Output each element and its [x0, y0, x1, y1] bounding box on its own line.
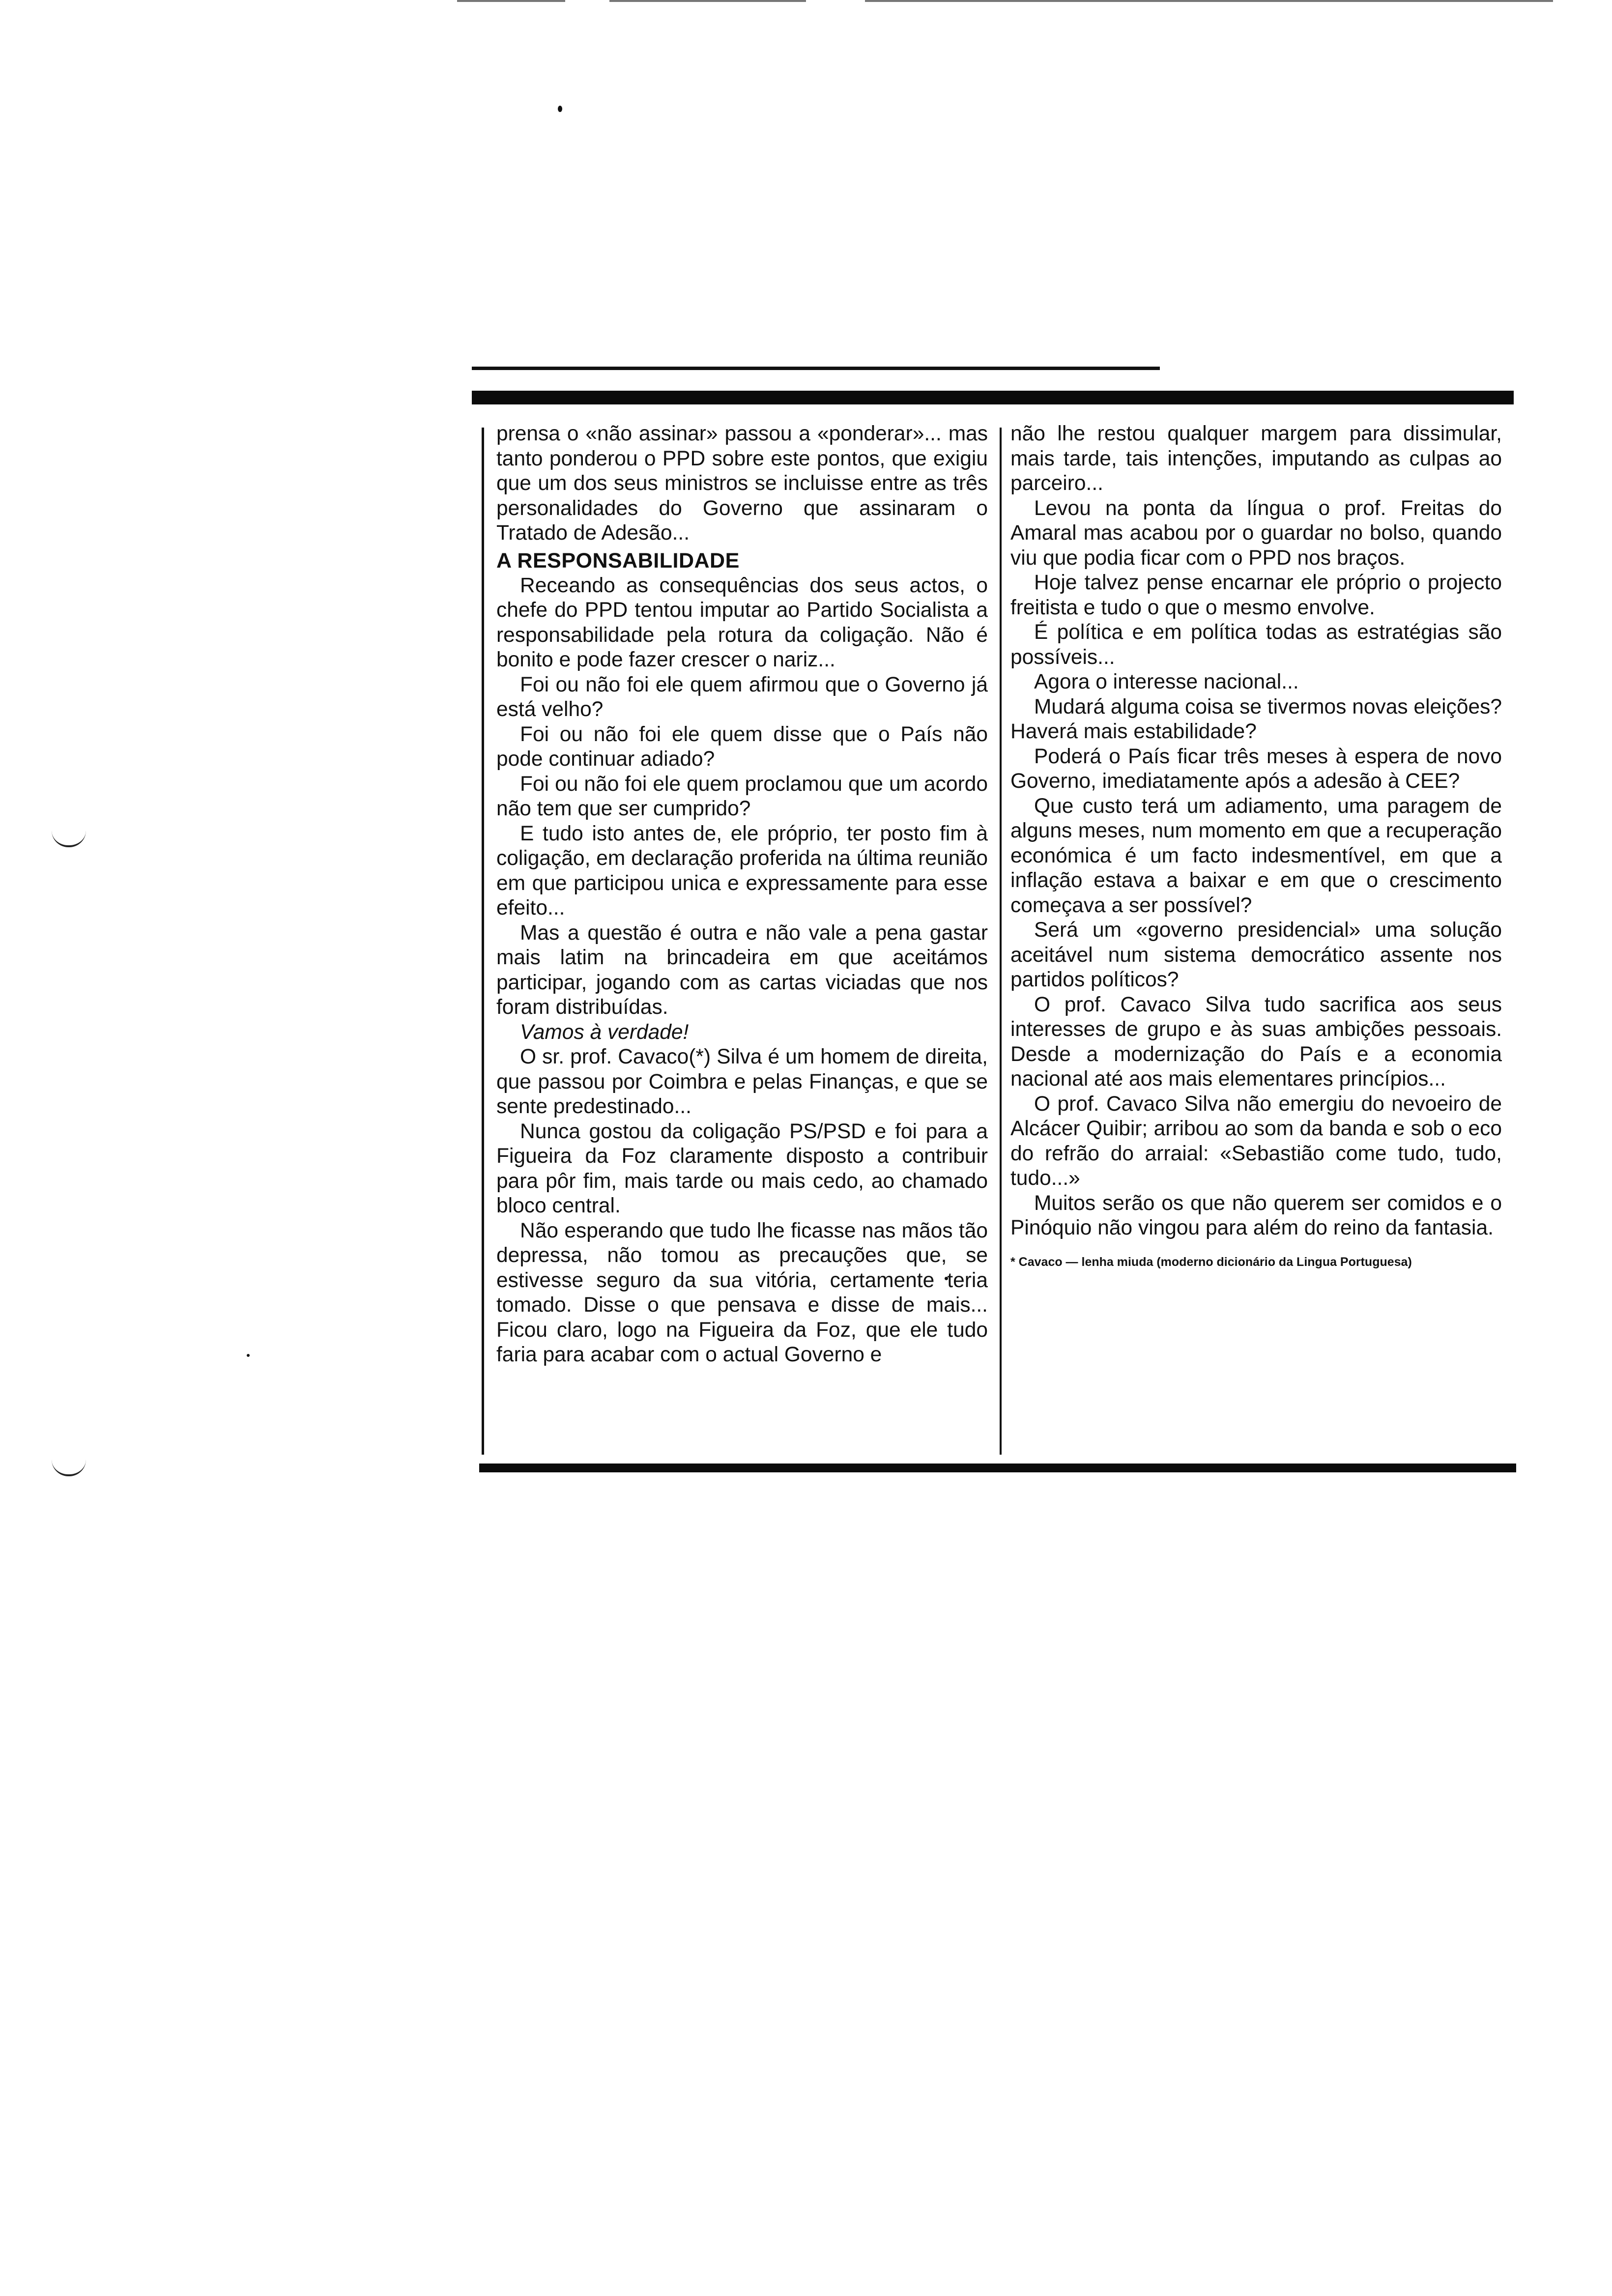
paragraph: Mas a questão é outra e não vale a pena gastar mais latim na brincadeira em que aceitámos participar, jogando com as cartas viciadas que nos foram distribuídas.	[496, 921, 988, 1019]
paragraph: É política e em política todas as estratégias são possíveis...	[1010, 621, 1502, 669]
paragraph: Agora o interesse nacional...	[1034, 670, 1299, 693]
scan-edge-line	[609, 0, 806, 2]
paragraph: Que custo terá um adiamento, uma paragem de alguns meses, num momento em que a recuperação económica é um facto indesmentível, em que a inflação estava a baixar e em que o crescimento começava a ser possível?	[1010, 794, 1502, 917]
paragraph: O sr. prof. Cavaco(*) Silva é um homem de direita, que passou por Coimbra e pelas Finanças, e que se sente predestinado...	[496, 1045, 988, 1118]
paragraph: Levou na ponta da língua o prof. Freitas do Amaral mas acabou por o guardar no bolso, quando viu que podia ficar com o PPD nos braços.	[1010, 496, 1502, 570]
paragraph: Será um «governo presidencial» uma solução aceitável num sistema democrático assente nos partidos políticos?	[1010, 918, 1502, 991]
paragraph: E tudo isto antes de, ele próprio, ter posto fim à coligação, em declaração proferida na última reunião em que participou unica e expressamente para esse efeito...	[496, 822, 988, 919]
article-top-thin-rule	[472, 367, 1160, 370]
paragraph: Nunca gostou da coligação PS/PSD e foi para a Figueira da Foz claramente disposto a contribuir para pôr fim, mais tarde ou mais cedo, ao chamado bloco central.	[496, 1119, 988, 1217]
paragraph: Mudará alguma coisa se tivermos novas eleições? Haverá mais estabilidade?	[1010, 695, 1502, 743]
article-top-thick-rule	[472, 391, 1514, 404]
scan-speck	[558, 106, 562, 112]
column-divider	[1000, 428, 1002, 1455]
paragraph-italic: Vamos à verdade!	[520, 1020, 689, 1044]
scan-edge-line	[457, 0, 565, 2]
scan-speck	[247, 1354, 250, 1357]
article-right-column	[1010, 422, 1502, 1269]
paragraph: O prof. Cavaco Silva não emergiu do nevoeiro de Alcácer Quibir; arribou ao som da banda e sob o eco do refrão do arraial: «Sebastião come tudo, tudo, tudo...»	[1010, 1092, 1502, 1190]
paragraph: Receando as consequências dos seus actos, o chefe do PPD tentou imputar ao Partido Socialista a responsabilidade pela rotura da coligação. Não é bonito e pode fazer crescer o nariz...	[496, 574, 988, 671]
left-column-bar	[482, 428, 484, 1455]
paragraph: não lhe restou qualquer margem para dissimular, mais tarde, tais intenções, imputando as culpas ao parceiro...	[1010, 422, 1502, 495]
article-bottom-rule	[479, 1464, 1516, 1472]
paragraph: Poderá o País ficar três meses à espera de novo Governo, imediatamente após a adesão à CEE?	[1010, 745, 1502, 793]
paragraph: prensa o «não assinar» passou a «ponderar»... mas tanto ponderou o PPD sobre este pontos, que exigiu que um dos seus ministros se incluisse entre as três personalidades do Governo que assinaram o Tratado de Adesão...	[496, 422, 988, 545]
paragraph: Não esperando que tudo lhe ficasse nas mãos tão depressa, não tomou as precauções que, se estivesse seguro da sua vitória, certamente teria tomado. Disse o que pensava e disse de mais... Ficou claro, logo na Figueira da Foz, que ele tudo faria para acabar com o actual Governo e	[496, 1219, 988, 1366]
paragraph: Hoje talvez pense encarnar ele próprio o projecto freitista e tudo o que o mesmo envolve.	[1010, 571, 1502, 619]
section-heading: A RESPONSABILIDADE	[496, 548, 740, 573]
footnote: * Cavaco — lenha miuda (moderno dicionário da Lingua Portuguesa)	[1010, 1255, 1412, 1269]
paragraph: Foi ou não foi ele quem proclamou que um acordo não tem que ser cumprido?	[496, 772, 988, 820]
paragraph: O prof. Cavaco Silva tudo sacrifica aos seus interesses de grupo e às suas ambições pessoais. Desde a modernização do País e a economia nacional até aos mais elementares princípios...	[1010, 993, 1502, 1091]
punch-hole-mark	[52, 831, 86, 847]
paragraph: Foi ou não foi ele quem afirmou que o Governo já está velho?	[496, 673, 988, 721]
paragraph: Muitos serão os que não querem ser comidos e o Pinóquio não vingou para além do reino da fantasia.	[1010, 1191, 1502, 1239]
punch-hole-mark	[52, 1460, 86, 1476]
paragraph: Foi ou não foi ele quem disse que o País não pode continuar adiado?	[496, 722, 988, 771]
scan-edge-line	[865, 0, 1553, 2]
article-left-column	[496, 422, 988, 1368]
